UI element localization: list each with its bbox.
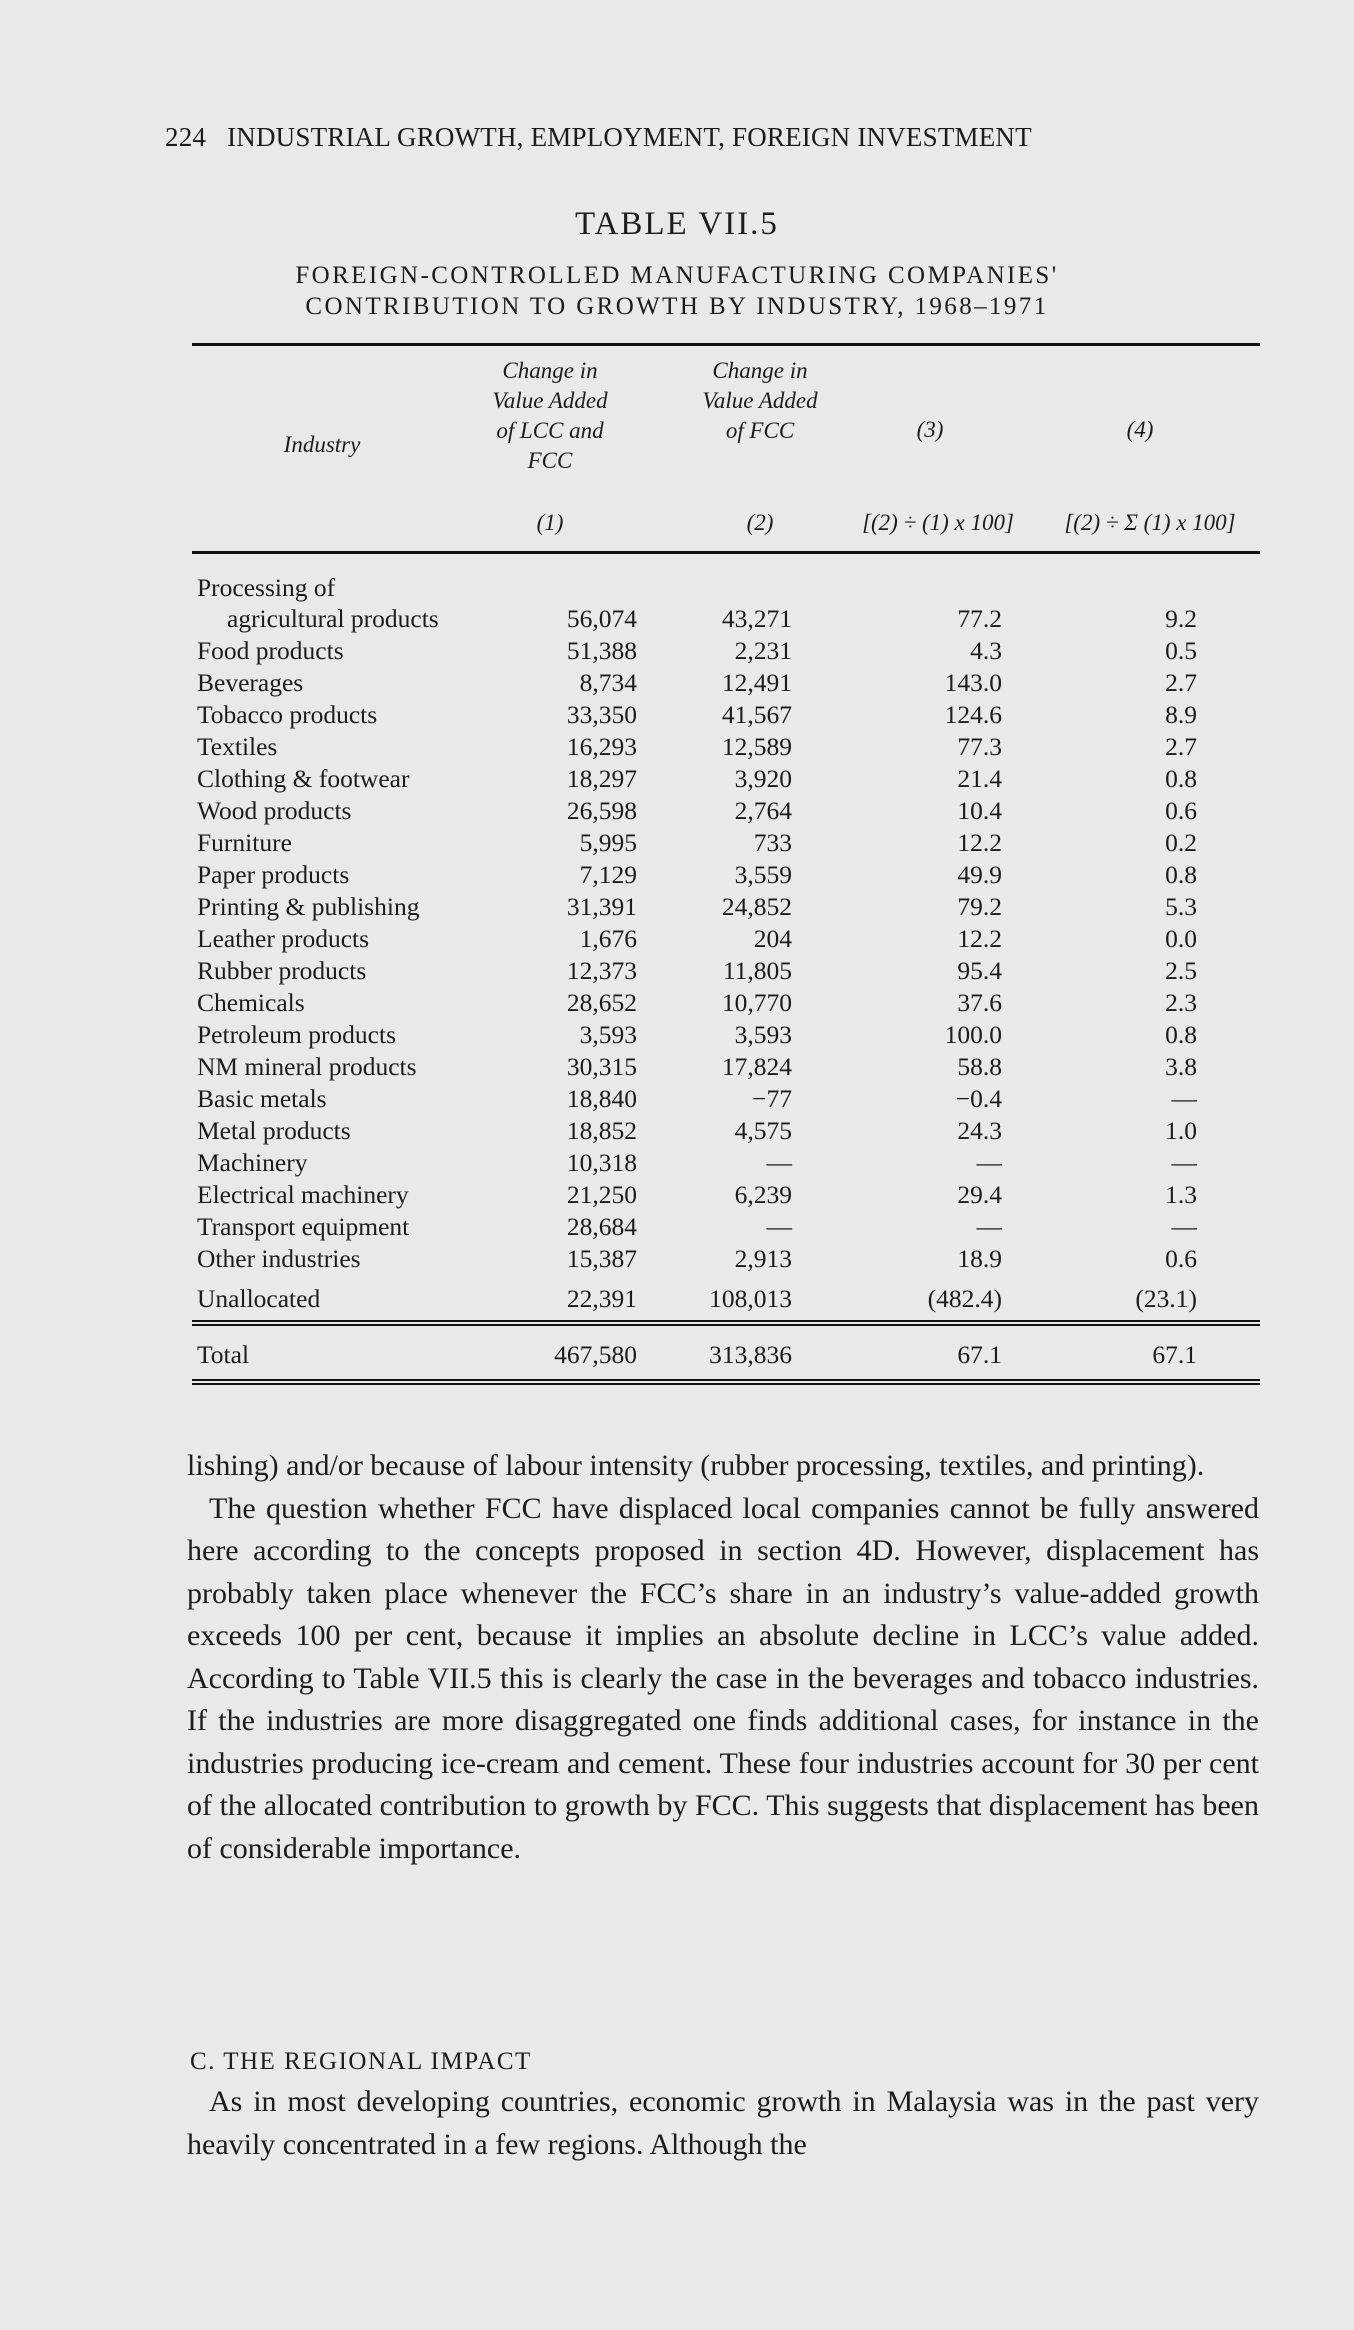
- cell-industry: Electrical machinery: [197, 1180, 409, 1209]
- cell-industry: Textiles: [197, 732, 278, 761]
- cell-col2: 2,913: [734, 1244, 792, 1273]
- header-industry: Industry: [283, 432, 361, 457]
- table-row: [197, 1180, 1257, 1212]
- cell-col1: 22,391: [566, 1284, 637, 1313]
- table-row: [197, 1244, 1257, 1276]
- cell-col1: 15,387: [566, 1244, 637, 1273]
- total-top-rule: [192, 1320, 1260, 1322]
- table-row: [197, 988, 1257, 1020]
- cell-col3: 18.9: [957, 1244, 1002, 1273]
- cell-col4: 0.8: [1165, 764, 1197, 793]
- cell-col4: 2.7: [1165, 668, 1197, 697]
- table-bottom-rule: [192, 1379, 1260, 1381]
- cell-col1: 10,318: [566, 1148, 637, 1177]
- header-col1-line: Value Added: [492, 388, 608, 413]
- header-col3-formula: [(2) ÷ (1) x 100]: [862, 510, 1014, 535]
- cell-col3: 10.4: [957, 796, 1002, 825]
- cell-industry: Beverages: [197, 668, 304, 697]
- table-bottom-rule-2: [192, 1383, 1260, 1385]
- header-col1-number: (1): [536, 510, 564, 535]
- cell-industry: Chemicals: [197, 988, 305, 1017]
- cell-col1: 8,734: [579, 668, 637, 697]
- group-label-text: Processing of: [197, 573, 336, 602]
- table-row: [197, 604, 1257, 636]
- cell-col2: 2,764: [734, 796, 792, 825]
- header-col3: (3): [916, 417, 944, 442]
- cell-col2: 108,013: [709, 1284, 792, 1313]
- cell-industry: Furniture: [197, 828, 292, 857]
- cell-col4: 0.5: [1165, 636, 1197, 665]
- cell-industry: Leather products: [197, 924, 370, 953]
- cell-col2: 2,231: [734, 636, 792, 665]
- cell-col2: 11,805: [722, 956, 792, 985]
- cell-col1: 31,391: [566, 892, 637, 921]
- running-head: [165, 122, 1032, 153]
- cell-industry: Metal products: [197, 1116, 351, 1145]
- cell-col1: 26,598: [566, 796, 637, 825]
- header-col2-number: (2): [746, 510, 774, 535]
- table-top-rule: [192, 343, 1260, 346]
- cell-industry: Paper products: [197, 860, 350, 889]
- cell-industry: Other industries: [197, 1244, 361, 1273]
- cell-col4: 2.5: [1165, 956, 1197, 985]
- cell-col2: −77: [752, 1084, 792, 1113]
- cell-col3: 12.2: [957, 924, 1002, 953]
- cell-col4: 0.2: [1165, 828, 1197, 857]
- cell-col2: —: [766, 1148, 792, 1177]
- cell-col4: —: [1171, 1212, 1197, 1241]
- table-row-total: [197, 1340, 1257, 1372]
- cell-col2: 12,491: [721, 668, 792, 697]
- cell-col3: −0.4: [955, 1084, 1002, 1113]
- header-col1: [470, 356, 630, 476]
- cell-col1: 12,373: [566, 956, 637, 985]
- paragraph-3: As in most developing countries, economic growth in Malaysia was in the past very heavily concentrated in a few regions. Although the: [187, 2085, 1259, 2161]
- cell-col1: 7,129: [579, 860, 637, 889]
- cell-col4: —: [1171, 1084, 1197, 1113]
- cell-industry: Basic metals: [197, 1084, 327, 1113]
- cell-col1: 18,852: [566, 1116, 637, 1145]
- cell-col4: —: [1171, 1148, 1197, 1177]
- cell-col2: 6,239: [734, 1180, 792, 1209]
- table-row: [197, 1116, 1257, 1148]
- running-head-title: INDUSTRIAL GROWTH, EMPLOYMENT, FOREIGN INVESTMENT: [227, 122, 1032, 152]
- cell-col1: 28,684: [566, 1212, 637, 1241]
- page-number: 224: [165, 122, 207, 152]
- body-text-lower: [187, 2081, 1259, 2166]
- cell-col1: 1,676: [579, 924, 637, 953]
- table-row: [197, 1052, 1257, 1084]
- cell-col3: 21.4: [957, 764, 1002, 793]
- cell-col1: 18,840: [566, 1084, 637, 1113]
- table-row: [197, 796, 1257, 828]
- table-row: [197, 732, 1257, 764]
- table-row-unallocated: [197, 1284, 1257, 1316]
- cell-col1: 5,995: [579, 828, 637, 857]
- cell-industry: Unallocated: [197, 1284, 321, 1313]
- cell-col3: 24.3: [957, 1116, 1002, 1145]
- cell-col4: 3.8: [1165, 1052, 1197, 1081]
- table-group-label: [197, 573, 1257, 605]
- table-label: TABLE VII.5: [575, 206, 779, 242]
- cell-col3: 77.3: [957, 732, 1002, 761]
- cell-col2: 4,575: [734, 1116, 792, 1145]
- cell-col2: 24,852: [721, 892, 792, 921]
- cell-industry: Tobacco products: [197, 700, 378, 729]
- cell-industry: Transport equipment: [197, 1212, 410, 1241]
- header-col2-line: Value Added: [702, 388, 818, 413]
- cell-col4: 9.2: [1165, 604, 1197, 633]
- table-row: [197, 828, 1257, 860]
- cell-col4: 2.7: [1165, 732, 1197, 761]
- header-col2: [680, 356, 840, 446]
- cell-industry: Printing & publishing: [197, 892, 420, 921]
- cell-col1: 28,652: [566, 988, 637, 1017]
- table-row: [197, 956, 1257, 988]
- cell-col2: 10,770: [721, 988, 792, 1017]
- cell-industry: agricultural products: [227, 604, 439, 633]
- cell-industry: Clothing & footwear: [197, 764, 410, 793]
- cell-col1: 3,593: [579, 1020, 637, 1049]
- cell-col3: 79.2: [957, 892, 1002, 921]
- body-text-upper: [187, 1445, 1259, 1870]
- cell-col3: 67.1: [957, 1340, 1002, 1369]
- cell-col3: 12.2: [957, 828, 1002, 857]
- cell-col3: 77.2: [957, 604, 1002, 633]
- cell-industry: Machinery: [197, 1148, 308, 1177]
- cell-industry: Wood products: [197, 796, 352, 825]
- cell-col4: 1.0: [1165, 1116, 1197, 1145]
- cell-col1: 18,297: [566, 764, 637, 793]
- cell-col3: —: [976, 1212, 1002, 1241]
- cell-col1: 33,350: [566, 700, 637, 729]
- table-row: [197, 860, 1257, 892]
- cell-col1: 16,293: [566, 732, 637, 761]
- cell-col4: 5.3: [1165, 892, 1197, 921]
- header-col4: (4): [1126, 417, 1154, 442]
- cell-col4: 8.9: [1165, 700, 1197, 729]
- header-col1-line: Change in: [502, 358, 598, 383]
- cell-col3: 124.6: [944, 700, 1002, 729]
- cell-col1: 21,250: [566, 1180, 637, 1209]
- table-row: [197, 1020, 1257, 1052]
- cell-col3: 4.3: [970, 636, 1002, 665]
- paragraph-1: lishing) and/or because of labour intensity (rubber processing, textiles, and printing).: [187, 1449, 1205, 1482]
- cell-col2: 41,567: [721, 700, 792, 729]
- table-row: [197, 764, 1257, 796]
- table-row: [197, 1212, 1257, 1244]
- total-top-rule-2: [192, 1324, 1260, 1326]
- cell-col2: —: [766, 1212, 792, 1241]
- cell-col4: 0.0: [1165, 924, 1197, 953]
- table-row: [197, 924, 1257, 956]
- table-row: [197, 636, 1257, 668]
- paragraph-2: The question whether FCC have displaced local companies cannot be fully answered here according to the concepts proposed in section 4D. However, displacement has probably taken place whenever the FCC’s share in an industry’s value-added growth exceeds 100 per cent, because it implies an absolute decline in LCC’s value added. According to Table VII.5 this is clearly the case in the beverages and tobacco industries. If the industries are more disaggregated one finds additional cases, for instance in the industries producing ice-cream and cement. These four industries account for 30 per cent of the allocated contribution to growth by FCC. This suggests that displacement has been of considerable importance.: [187, 1491, 1259, 1865]
- cell-industry: Total: [197, 1340, 250, 1369]
- header-col1-line: of LCC and: [496, 418, 604, 443]
- cell-col4: 0.8: [1165, 1020, 1197, 1049]
- cell-col3: 100.0: [944, 1020, 1002, 1049]
- cell-col4: 2.3: [1165, 988, 1197, 1017]
- cell-col4: 1.3: [1165, 1180, 1197, 1209]
- header-col2-line: Change in: [712, 358, 808, 383]
- cell-industry: Food products: [197, 636, 344, 665]
- header-bottom-rule: [192, 551, 1260, 554]
- cell-col2: 313,836: [709, 1340, 792, 1369]
- table-title: [0, 260, 1354, 322]
- section-heading: C. THE REGIONAL IMPACT: [190, 2048, 532, 2075]
- cell-col3: 49.9: [957, 860, 1002, 889]
- cell-industry: Rubber products: [197, 956, 367, 985]
- cell-col2: 733: [753, 828, 792, 857]
- cell-col4: 0.6: [1165, 796, 1197, 825]
- cell-col3: 95.4: [957, 956, 1002, 985]
- table-row: [197, 1084, 1257, 1116]
- cell-col3: 29.4: [957, 1180, 1002, 1209]
- cell-col2: 17,824: [721, 1052, 792, 1081]
- cell-industry: Petroleum products: [197, 1020, 397, 1049]
- cell-col2: 43,271: [721, 604, 792, 633]
- table-row: [197, 700, 1257, 732]
- table-row: [197, 892, 1257, 924]
- cell-col1: 467,580: [554, 1340, 637, 1369]
- cell-col2: 3,559: [734, 860, 792, 889]
- cell-col2: 3,920: [734, 764, 792, 793]
- cell-col2: 3,593: [734, 1020, 792, 1049]
- header-col2-line: of FCC: [725, 418, 795, 443]
- cell-col3: (482.4): [927, 1284, 1002, 1313]
- cell-col3: 58.8: [957, 1052, 1002, 1081]
- cell-col4: 0.8: [1165, 860, 1197, 889]
- cell-col2: 12,589: [721, 732, 792, 761]
- cell-col4: (23.1): [1135, 1284, 1197, 1313]
- table-title-line1: FOREIGN-CONTROLLED MANUFACTURING COMPANIES': [295, 262, 1059, 289]
- cell-col3: —: [976, 1148, 1002, 1177]
- table-row: [197, 668, 1257, 700]
- cell-industry: NM mineral products: [197, 1052, 417, 1081]
- header-col4-formula: [(2) ÷ Σ (1) x 100]: [1064, 510, 1236, 535]
- cell-col4: 67.1: [1152, 1340, 1197, 1369]
- cell-col3: 37.6: [957, 988, 1002, 1017]
- cell-col1: 56,074: [566, 604, 637, 633]
- cell-col4: 0.6: [1165, 1244, 1197, 1273]
- cell-col1: 51,388: [566, 636, 637, 665]
- table-title-line2: CONTRIBUTION TO GROWTH BY INDUSTRY, 1968–1971: [305, 293, 1049, 320]
- cell-col2: 204: [753, 924, 792, 953]
- cell-col1: 30,315: [566, 1052, 637, 1081]
- header-col1-line: FCC: [527, 448, 573, 473]
- table-row: [197, 1148, 1257, 1180]
- cell-col3: 143.0: [944, 668, 1002, 697]
